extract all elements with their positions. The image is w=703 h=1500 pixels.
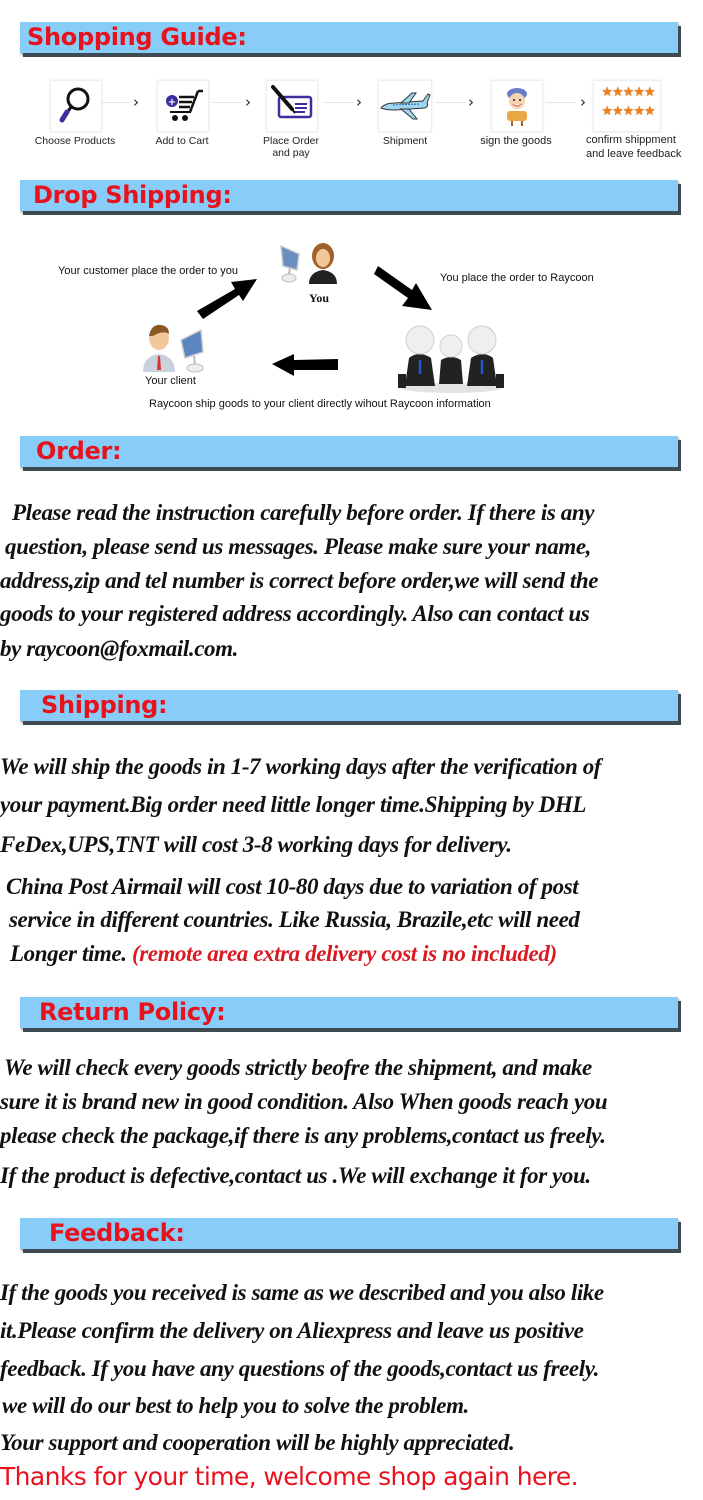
arrow-down-right-icon	[372, 264, 437, 319]
shopping-guide-header	[20, 22, 678, 53]
text-line: If the goods you received is same as we described and you also like	[0, 1280, 604, 1305]
chevron-right-icon: ›	[356, 93, 362, 111]
arrow-left-icon	[270, 352, 342, 383]
courier-icon	[491, 80, 543, 132]
step-label: Shipment	[382, 135, 428, 147]
section-title: Order:	[36, 437, 122, 465]
text-line	[10, 941, 557, 967]
divider	[435, 102, 465, 103]
you-to-raycoon-label: You place the order to Raycoon	[440, 272, 594, 284]
shipping-header	[20, 690, 678, 721]
text-line: please check the package,if there is any problems,contact us freely.	[0, 1123, 606, 1148]
text-line: If the product is defective,contact us .We will exchange it for you.	[0, 1163, 591, 1188]
five-stars-icon	[593, 80, 661, 132]
divider	[100, 102, 130, 103]
svg-text:+: +	[167, 97, 177, 108]
step-label	[586, 133, 703, 161]
divider	[546, 102, 576, 103]
text-line: address,zip and tel number is correct before order,we will send the	[0, 568, 599, 593]
check-pen-icon	[266, 80, 318, 132]
text-line: by raycoon@foxmail.com.	[0, 636, 238, 661]
you-figure-icon	[277, 240, 357, 290]
client-figure-icon	[141, 318, 211, 373]
stars-row: ★★★★★	[601, 103, 655, 118]
chevron-right-icon: ›	[580, 93, 586, 111]
section-title: Shopping Guide:	[27, 23, 247, 51]
divider	[323, 102, 353, 103]
section-title: Shipping:	[41, 691, 168, 719]
text-line: goods to your registered address accordingly. Also can contact us	[0, 601, 590, 626]
client-label: Your client	[145, 375, 196, 387]
text-line: FeDex,UPS,TNT will cost 3-8 working days for delivery.	[0, 832, 512, 857]
raycoon-team-icon	[395, 318, 507, 393]
text-line: feedback. If you have any questions of the goods,contact us freely.	[0, 1356, 600, 1381]
remote-area-note: (remote area extra delivery cost is no included)	[131, 941, 557, 966]
text-line: service in different countries. Like Russia, Brazile,etc will need	[9, 907, 580, 932]
section-title: Return Policy:	[39, 998, 226, 1026]
closing-thanks: Thanks for your time, welcome shop again here.	[0, 1462, 578, 1491]
step-label-line: and leave feedback	[586, 148, 682, 160]
text-line: Please read the instruction carefully before order. If there is any	[12, 500, 595, 525]
section-title: Drop Shipping:	[33, 181, 232, 209]
stars-row: ★★★★★	[601, 84, 655, 99]
cart-icon	[157, 80, 209, 132]
step-label-line: and pay	[272, 147, 310, 159]
step-label-line: Place Order	[262, 135, 320, 147]
step-label: Choose Products	[34, 135, 116, 147]
chevron-right-icon: ›	[468, 93, 474, 111]
step-label	[231, 135, 351, 159]
text-line: question, please send us messages. Please make sure your name,	[5, 534, 591, 559]
magnifier-icon	[50, 80, 102, 132]
chevron-right-icon: ›	[245, 93, 251, 111]
step-label: sign the goods	[480, 135, 552, 147]
text-segment: Longer time.	[10, 941, 127, 966]
text-line: China Post Airmail will cost 10-80 days due to variation of post	[6, 874, 579, 899]
text-line: Your support and cooperation will be highly appreciated.	[0, 1430, 515, 1455]
customer-to-you-label: Your customer place the order to you	[58, 265, 238, 277]
chevron-right-icon: ›	[133, 93, 139, 111]
section-title: Feedback:	[49, 1219, 185, 1247]
airplane-icon	[378, 80, 432, 132]
feedback-header	[20, 1218, 678, 1249]
text-line: We will ship the goods in 1-7 working days after the verification of	[0, 754, 602, 779]
step-label: Add to Cart	[155, 135, 209, 147]
text-line: your payment.Big order need little longer time.Shipping by DHL	[0, 792, 586, 817]
text-line: it.Please confirm the delivery on Aliexpress and leave us positive	[0, 1318, 584, 1343]
order-header	[20, 436, 678, 467]
text-line: We will check every goods strictly beofre the shipment, and make	[4, 1055, 592, 1080]
text-line: we will do our best to help you to solve the problem.	[2, 1393, 469, 1418]
you-label: You	[309, 291, 330, 305]
text-line: sure it is brand new in good condition. Also When goods reach you	[0, 1089, 608, 1114]
step-label-line: confirm shippment	[586, 134, 676, 146]
divider	[212, 102, 242, 103]
drop-shipping-header	[20, 180, 678, 211]
raycoon-ships-label: Raycoon ship goods to your client directly wihout Raycoon information	[149, 398, 491, 410]
return-policy-header	[20, 997, 678, 1028]
